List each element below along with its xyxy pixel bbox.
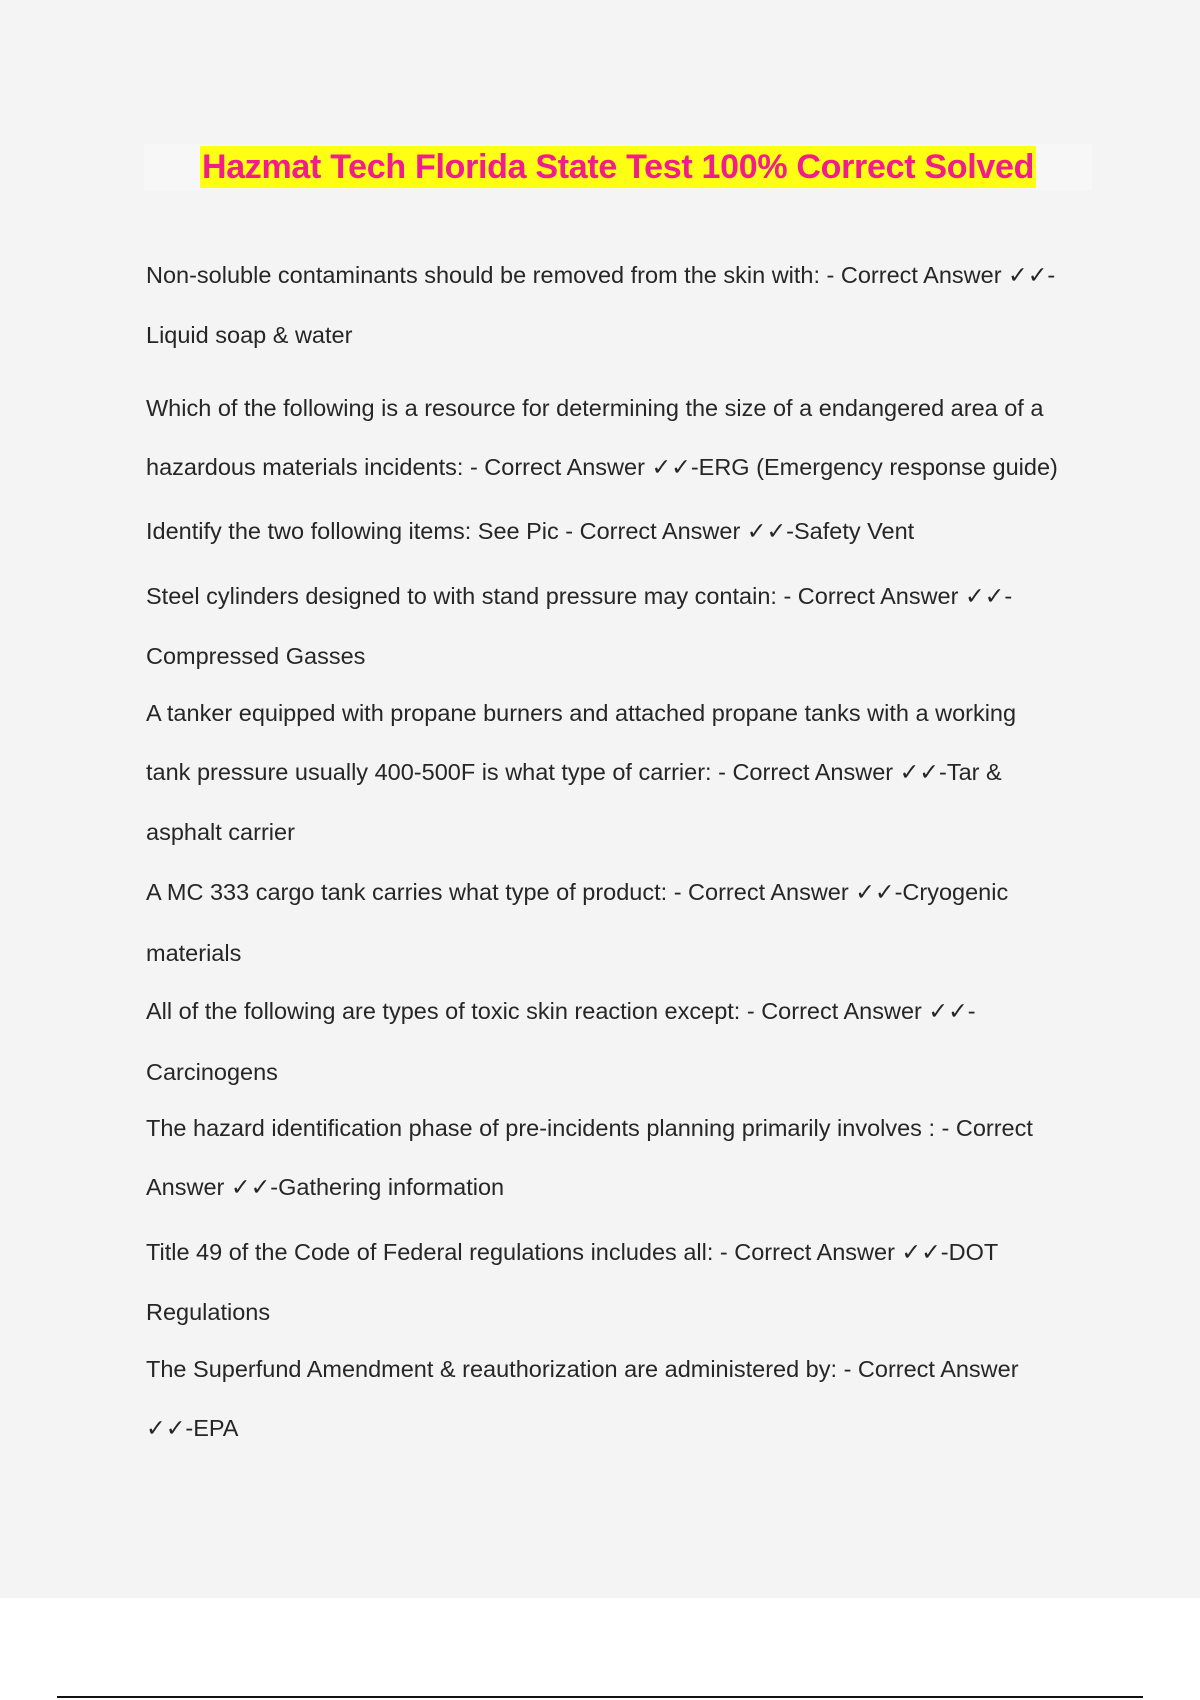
qa-line: ✓✓-EPA (146, 1415, 239, 1441)
qa-line: tank pressure usually 400-500F is what type of carrier: - Correct Answer ✓✓-Tar & (146, 759, 1002, 785)
footer-divider (57, 1696, 1143, 1698)
qa-line: Carcinogens (146, 1059, 278, 1085)
qa-line: hazardous materials incidents: - Correct Answer ✓✓-ERG (Emergency response guide) (146, 454, 1058, 480)
qa-line: Title 49 of the Code of Federal regulations includes all: - Correct Answer ✓✓-DOT (146, 1239, 999, 1265)
qa-line: A MC 333 cargo tank carries what type of product: - Correct Answer ✓✓-Cryogenic (146, 879, 1009, 905)
qa-line: Liquid soap & water (146, 322, 353, 348)
qa-line: asphalt carrier (146, 819, 295, 845)
document-title: Hazmat Tech Florida State Test 100% Correct Solved (201, 148, 1035, 186)
qa-line: Steel cylinders designed to with stand pressure may contain: - Correct Answer ✓✓- (146, 583, 1013, 609)
qa-line: Identify the two following items: See Pic - Correct Answer ✓✓-Safety Vent (146, 518, 915, 544)
qa-line: materials (146, 940, 242, 966)
qa-line: Regulations (146, 1299, 271, 1325)
qa-line: The Superfund Amendment & reauthorization are administered by: - Correct Answer (146, 1356, 1019, 1382)
qa-line: Answer ✓✓-Gathering information (146, 1174, 505, 1200)
qa-line: Compressed Gasses (146, 643, 366, 669)
title-block (144, 144, 1092, 190)
qa-line: Which of the following is a resource for determining the size of a endangered area of a (146, 395, 1044, 421)
qa-line: The hazard identification phase of pre-incidents planning primarily involves : - Correct (146, 1115, 1033, 1141)
qa-line: All of the following are types of toxic skin reaction except: - Correct Answer ✓✓- (146, 998, 976, 1024)
qa-line: A tanker equipped with propane burners and attached propane tanks with a working (146, 700, 1017, 726)
qa-line: Non-soluble contaminants should be removed from the skin with: - Correct Answer ✓✓- (146, 262, 1056, 288)
